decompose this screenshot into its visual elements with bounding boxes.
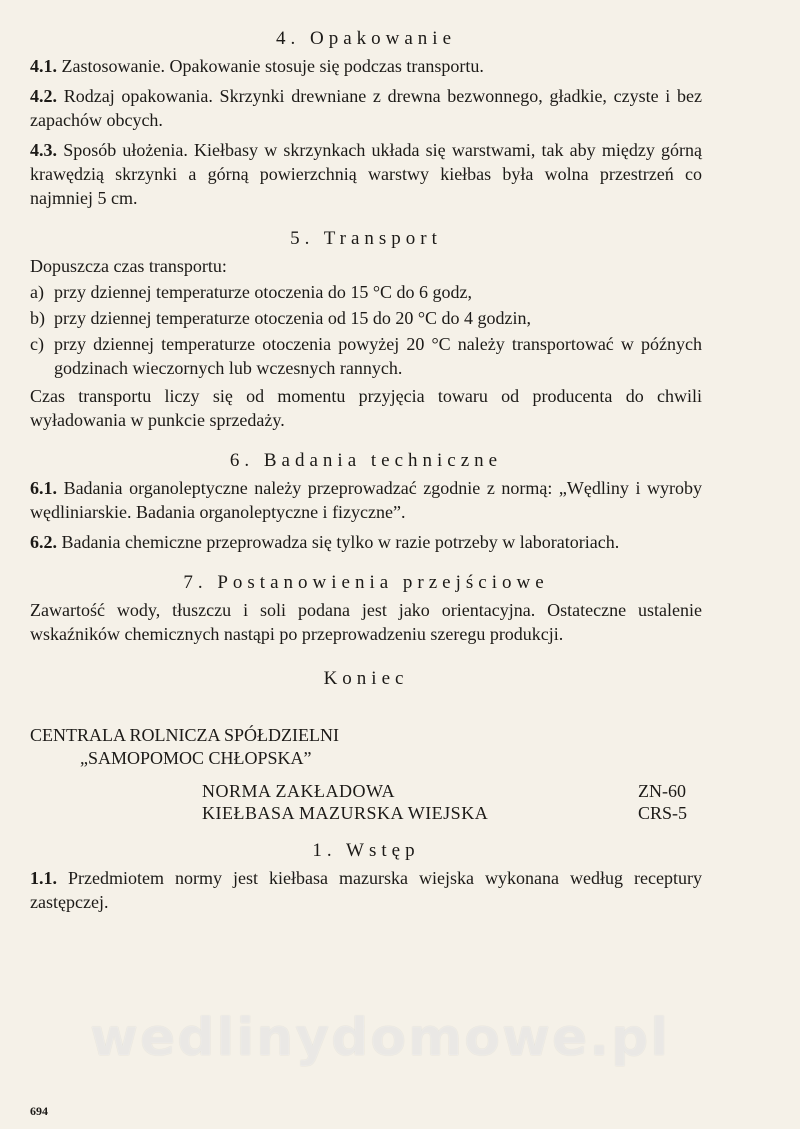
paragraph-number: 4.3. bbox=[30, 140, 57, 160]
paragraph-number: 1.1. bbox=[30, 868, 57, 888]
list-marker: b) bbox=[30, 308, 45, 328]
paragraph-text: Rodzaj opakowania. Skrzynki drewniane z drewna bezwonnego, gładkie, czyste i bez zapachów obcych. bbox=[30, 86, 702, 130]
paragraph-text: Zastosowanie. Opakowanie stosuje się podczas transportu. bbox=[61, 56, 484, 76]
paragraph-6-2 bbox=[30, 530, 702, 554]
norm-row bbox=[30, 802, 702, 824]
list-text: przy dziennej temperaturze otoczenia do 15 °C do 6 godz, bbox=[54, 282, 473, 302]
watermark: wedlinydomowe.pl bbox=[90, 1008, 671, 1068]
paragraph-1-1 bbox=[30, 866, 702, 914]
section-5-heading: 5. Transport bbox=[290, 228, 442, 249]
page-number: 694 bbox=[30, 1104, 48, 1118]
paragraph-number: 6.1. bbox=[30, 478, 57, 498]
paragraph-number: 4.2. bbox=[30, 86, 57, 106]
list-marker: c) bbox=[30, 334, 44, 354]
section-6-heading: 6. Badania techniczne bbox=[229, 450, 503, 471]
product-code: CRS-5 bbox=[638, 803, 688, 823]
list-item bbox=[30, 332, 702, 380]
section-7-heading: 7. Postanowienia przejściowe bbox=[183, 572, 549, 593]
paragraph-text: Sposób ułożenia. Kiełbasy w skrzynkach układa się warstwami, tak aby między górną krawędzią skrzynki a górną powierzchnią warstwy kiełbas była wolna przestrzeń co najmniej 5 cm. bbox=[30, 140, 702, 208]
product-name: KIEŁBASA MAZURSKA WIEJSKA bbox=[202, 803, 489, 823]
document-page bbox=[30, 28, 702, 920]
section-1-heading: 1. Wstęp bbox=[312, 840, 420, 861]
paragraph-6-1 bbox=[30, 476, 702, 524]
paragraph-number: 4.1. bbox=[30, 56, 57, 76]
transport-intro: Dopuszcza czas transportu: bbox=[30, 256, 227, 276]
paragraph-number: 6.2. bbox=[30, 532, 57, 552]
paragraph-4-3 bbox=[30, 138, 702, 210]
list-item bbox=[30, 306, 702, 330]
norm-code: ZN-60 bbox=[638, 781, 686, 801]
norm-title: NORMA ZAKŁADOWA bbox=[202, 781, 395, 801]
paragraph-text: Badania organoleptyczne należy przeprowadzać zgodnie z normą: „Wędliny i wyroby wędliniarskie. Badania organoleptyczne i fizyczne”. bbox=[30, 478, 702, 522]
paragraph-4-1 bbox=[30, 54, 702, 78]
list-item bbox=[30, 280, 702, 304]
paragraph-text: Przedmiotem normy jest kiełbasa mazurska wiejska wykonana według receptury zastępczej. bbox=[30, 868, 703, 912]
transport-outro: Czas transportu liczy się od momentu przyjęcia towaru od producenta do chwili wyładowania w punkcie sprzedaży. bbox=[30, 386, 702, 430]
list-text: przy dziennej temperaturze otoczenia od 15 do 20 °C do 4 godzin, bbox=[54, 308, 532, 328]
section-4-heading: 4. Opakowanie bbox=[275, 28, 457, 49]
paragraph-7: Zawartość wody, tłuszczu i soli podana jest jako orientacyjna. Ostateczne ustalenie wskaźników chemicznych nastąpi po przeprowadzeniu szeregu produkcji. bbox=[30, 600, 702, 644]
end-marker: Koniec bbox=[323, 668, 409, 689]
transport-list bbox=[30, 280, 702, 380]
paragraph-4-2 bbox=[30, 84, 702, 132]
org-name-line-2: „SAMOPOMOC CHŁOPSKA” bbox=[80, 748, 312, 768]
org-name-line-1: CENTRALA ROLNICZA SPÓŁDZIELNI bbox=[30, 725, 339, 745]
list-text: przy dziennej temperaturze otoczenia powyżej 20 °C należy transportować w późnych godzinach wieczornych lub wczesnych rannych. bbox=[54, 334, 702, 378]
paragraph-text: Badania chemiczne przeprowadza się tylko w razie potrzeby w laboratoriach. bbox=[61, 532, 620, 552]
list-marker: a) bbox=[30, 282, 44, 302]
norm-row bbox=[30, 780, 702, 802]
